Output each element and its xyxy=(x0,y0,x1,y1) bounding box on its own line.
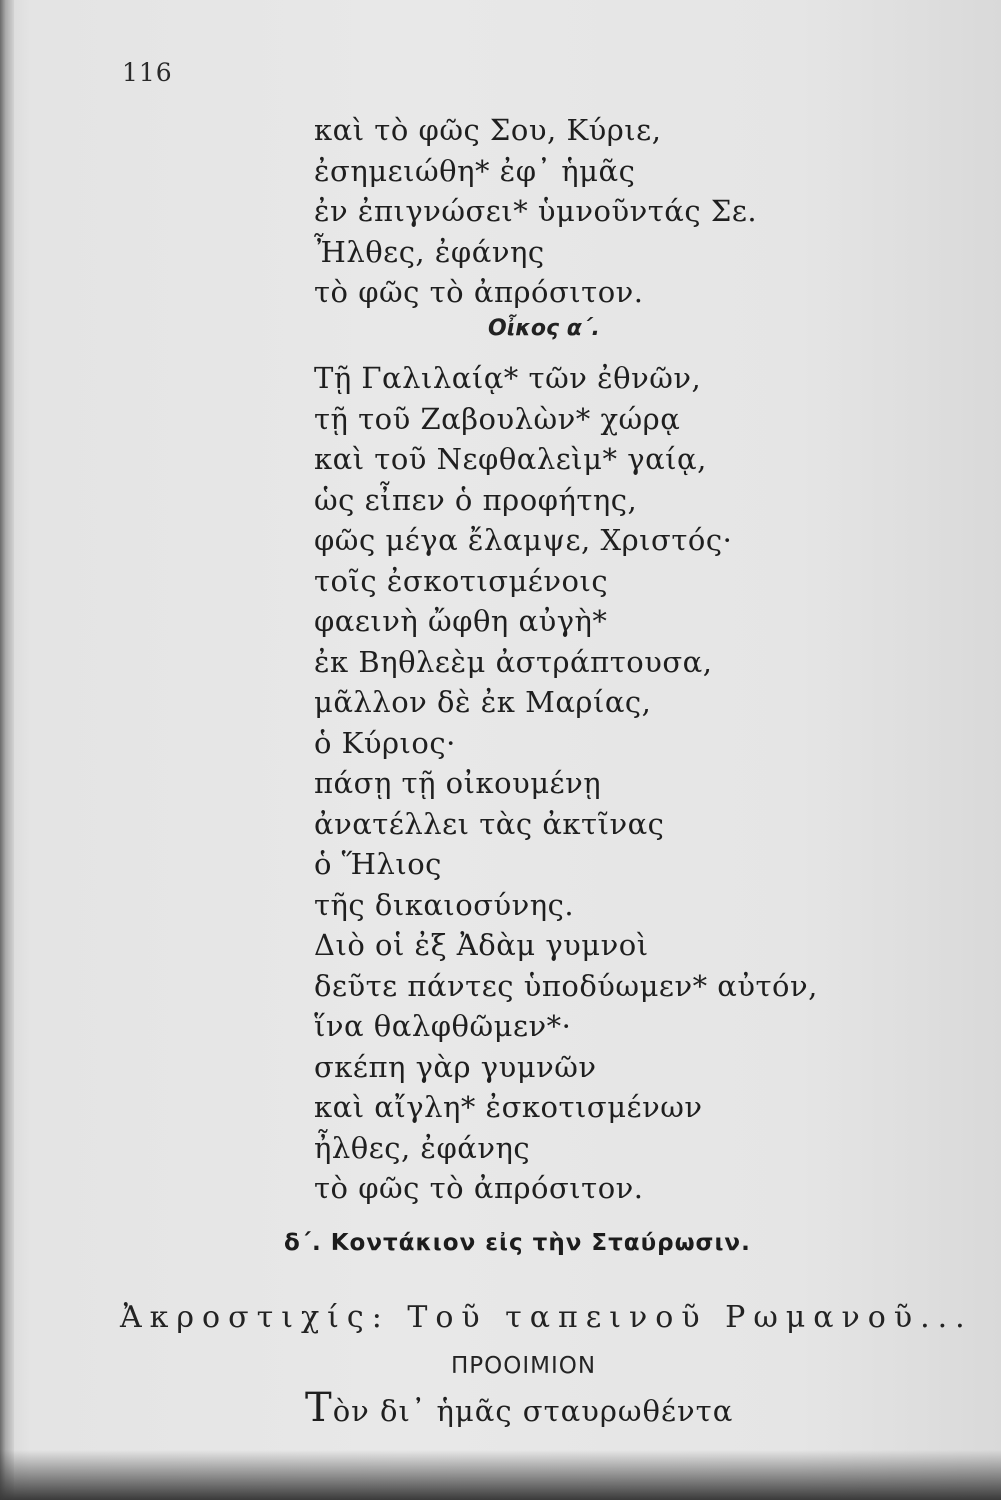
prooimion-first-line xyxy=(305,1385,733,1431)
verse-line: τῆς δικαιοσύνης. xyxy=(314,887,575,922)
drop-initial: Τ xyxy=(305,1385,333,1431)
verse-line: ἵνα θαλφθῶμεν*· xyxy=(314,1009,572,1043)
verse-line: Ἦλθες, ἐφάνης xyxy=(314,234,545,269)
verse-line: τὸ φῶς τὸ ἀπρόσιτον. xyxy=(314,275,644,309)
section-heading: δ΄. Κοντάκιον εἰς τὴν Σταύρωσιν. xyxy=(284,1230,751,1256)
verse-line: τὸ φῶς τὸ ἀπρόσιτον. xyxy=(314,1171,644,1205)
verse-line: τοῖς ἐσκοτισμένοις xyxy=(314,563,609,598)
verse-line: μᾶλλον δὲ ἐκ Μαρίας, xyxy=(314,685,652,719)
verse-line: ὁ Ἥλιος xyxy=(314,847,442,881)
verse-line: καὶ τὸ φῶς Σου, Κύριε, xyxy=(314,113,662,147)
page-edge-shadow xyxy=(0,0,14,1500)
verse-line: καὶ τοῦ Νεφθαλεὶμ* γαίᾳ, xyxy=(314,442,707,476)
verse-line: Τῇ Γαλιλαίᾳ* τῶν ἐθνῶν, xyxy=(314,361,702,395)
verse-line: ὡς εἶπεν ὁ προφήτης, xyxy=(314,482,638,517)
verse-line: ἐν ἐπιγνώσει* ὑμνοῦντάς Σε. xyxy=(314,194,758,228)
verse-line: φαεινὴ ὤφθη αὐγὴ* xyxy=(314,604,608,638)
oikos-heading: Οἶκος α΄. xyxy=(488,316,600,341)
page-number: 116 xyxy=(122,58,173,87)
stanza-oikos xyxy=(314,358,874,1209)
verse-line: ἐκ Βηθλεὲμ ἀστράπτουσα, xyxy=(314,644,713,679)
verse-line: καὶ αἴγλη* ἐσκοτισμένων xyxy=(314,1090,703,1124)
verse-line: ἐσημειώθη* ἐφ᾽ ἡμᾶς xyxy=(314,153,636,188)
verse-line: Διὸ οἱ ἐξ Ἀδὰμ γυμνοὶ xyxy=(314,928,649,962)
verse-line: φῶς μέγα ἔλαμψε, Χριστός· xyxy=(314,523,733,557)
verse-line: ὁ Κύριος· xyxy=(314,725,456,760)
acrostic-line: Ἀκροστιχίς: Τοῦ ταπεινοῦ Ρωμανοῦ... xyxy=(120,1300,973,1335)
prooimion-title: ΠΡΟΟΙΜΙΟΝ xyxy=(451,1353,597,1379)
verse-line: ἦλθες, ἐφάνης xyxy=(314,1130,531,1165)
stanza-prooimion-end xyxy=(314,110,874,313)
verse-line: σκέπη γὰρ γυμνῶν xyxy=(314,1049,597,1084)
verse-line: ἀνατέλλει τὰς ἀκτῖνας xyxy=(314,806,665,841)
verse-line: τῇ τοῦ Ζαβουλὼν* χώρᾳ xyxy=(314,401,681,436)
verse-line: πάσῃ τῇ οἰκουμένῃ xyxy=(314,766,602,800)
verse-line: δεῦτε πάντες ὑποδύωμεν* αὐτόν, xyxy=(314,968,818,1003)
page-bottom-shadow xyxy=(0,1450,1001,1500)
prooimion-text: ὸν δι᾽ ἡμᾶς σταυρωθέντα xyxy=(332,1394,734,1428)
